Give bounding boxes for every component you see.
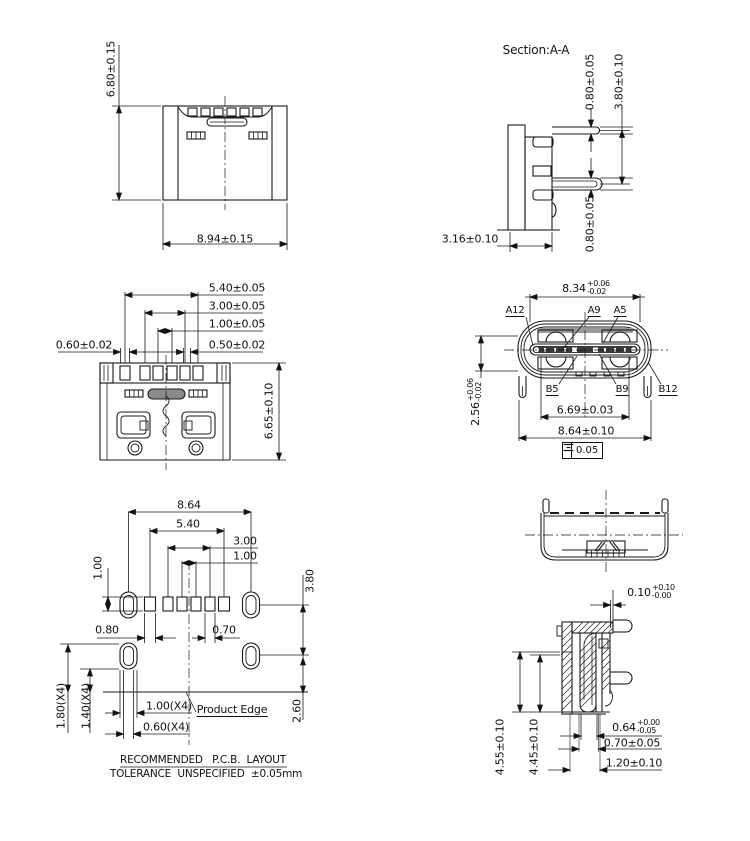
section-title: Section:A-A: [502, 43, 570, 57]
dim-top-pad-inner: 0.50±0.02: [208, 338, 266, 352]
front-view: [163, 96, 287, 210]
dim-pcb-pitch: 1.00: [233, 549, 257, 563]
section-hatching: [562, 622, 613, 710]
flatness-control-frame: [562, 442, 603, 459]
top-latch-left: [117, 412, 150, 438]
dim-top-pad-outer: 0.60±0.02: [55, 338, 113, 352]
side-pin-lower-tip: [626, 672, 632, 684]
front-contact-right: [249, 132, 267, 139]
pcb-note-title: RECOMMENDED P.C.B. LAYOUT: [120, 754, 286, 766]
symmetry-icon: [563, 443, 571, 458]
pin-label-a12: A12: [505, 305, 525, 316]
dim-face-overall: 8.64±0.10: [557, 424, 615, 438]
dim-face-tongue: 6.69±0.03: [556, 403, 614, 417]
dim-face-shell-height: 2.56 +0.06 -0.02: [466, 378, 483, 426]
top-contact-left: [125, 390, 143, 397]
dim-pcb-leg-outer: 1.80(X4): [54, 682, 68, 730]
dim-side-tongue-b: 0.70±0.05: [603, 736, 661, 750]
dim-pcb-pad-inner: 0.70: [212, 623, 236, 637]
dim-top-span-outer: 5.40±0.05: [208, 281, 266, 295]
pin-label-a5: A5: [613, 305, 627, 316]
top-hole-left: [128, 441, 142, 455]
top-latch-right: [182, 412, 215, 438]
dim-side-tongue-c: 1.20±0.10: [605, 756, 663, 770]
face-lower-blocks: [538, 357, 637, 369]
dim-side-tongue-a: 0.64 +0.00 -0.05: [612, 718, 660, 735]
dim-face-shell-width: [562, 280, 610, 296]
face-leg-right: [644, 376, 651, 398]
dim-pcb-hole-length: 1.00(X4): [145, 699, 193, 713]
tolerance-stack: +0.00 -0.05: [636, 718, 660, 735]
dim-side-height-outer: 4.55±0.10: [493, 718, 507, 776]
dim-section-depth: 3.16±0.10: [441, 232, 499, 246]
face-view-dims: [475, 294, 661, 441]
dim-top-pitch: 1.00±0.05: [208, 317, 266, 331]
top-slot: [148, 389, 185, 399]
tolerance-stack: +0.06 -0.02: [586, 279, 610, 296]
top-hole-right: [189, 441, 203, 455]
dim-pcb-span-inner: 3.00: [233, 534, 257, 548]
upper-pin-tip: [596, 127, 600, 134]
pin-label-b5: B5: [545, 384, 559, 395]
dim-front-height: 6.80±0.15: [104, 40, 118, 98]
pcb-oval-pads: [120, 592, 260, 669]
front-view-dims: [112, 45, 287, 250]
pin-label-b9: B9: [615, 384, 629, 395]
dim-pcb-pad-height: 1.00: [91, 556, 105, 580]
dim-section-pin-top: 0.80±0.05: [583, 53, 597, 111]
dim-section-pin-bottom: 0.80±0.05: [583, 195, 597, 253]
dim-pcb-pad-outer: 0.80: [95, 623, 119, 637]
dim-side-tip: 0.10 +0.10 -0.00: [627, 583, 675, 600]
tolerance-stack: +0.10 -0.00: [651, 583, 675, 600]
pcb-note-tolerance: TOLERANCE UNSPECIFIED ±0.05mm: [109, 768, 303, 780]
dim-top-body-depth: 6.65±0.10: [262, 382, 276, 440]
front-contact-left: [187, 132, 205, 139]
dim-value: 8.34: [562, 281, 586, 295]
dim-pcb-edge-distance: 2.60: [290, 699, 304, 723]
dim-pcb-row-offset: 3.80: [303, 569, 317, 593]
pin-label-a9: A9: [587, 305, 601, 316]
pin-label-b12: B12: [658, 384, 678, 395]
tolerance-stack: +0.06 -0.02: [466, 378, 483, 402]
pcb-smt-pads: [145, 597, 230, 611]
dim-section-pin-span: 3.80±0.10: [612, 53, 626, 111]
side-section-view: [557, 620, 632, 714]
product-edge-label: Product Edge: [196, 703, 268, 716]
dim-side-height-inner: 4.45±0.10: [527, 718, 541, 776]
dim-top-span-inner: 3.00±0.05: [208, 299, 266, 313]
face-leg-left: [519, 376, 526, 398]
top-view: [100, 355, 230, 470]
dim-pcb-span-outer: 5.40: [176, 517, 200, 531]
dim-pcb-leg-inner: 1.40(X4): [79, 682, 93, 730]
dim-pcb-hole-width: 0.60(X4): [142, 720, 190, 734]
dim-front-width: 8.94±0.15: [196, 232, 254, 246]
shell-bottom-view: [525, 490, 683, 575]
top-pin-tabs: [120, 366, 203, 380]
flatness-value: 0.05: [571, 443, 602, 458]
side-pin-upper-tip: [626, 620, 632, 632]
dim-pcb-hole-span: 8.64: [177, 498, 201, 512]
top-contact-right: [189, 390, 207, 397]
